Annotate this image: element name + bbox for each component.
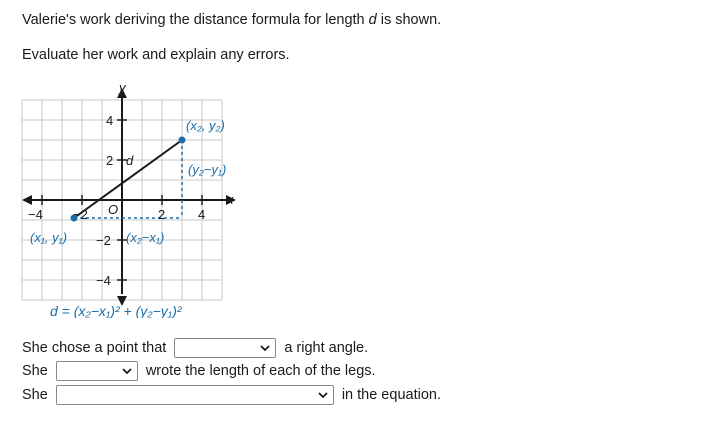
statement-2-before: She: [22, 363, 48, 379]
distance-graph: [18, 78, 278, 318]
statement-row-3: [22, 385, 441, 405]
question-line-2: Evaluate her work and explain any errors.: [22, 47, 290, 63]
point-2: [179, 137, 186, 144]
y-tick-label-neg2: −2: [96, 233, 111, 248]
question-text-part-b: is shown.: [376, 12, 442, 28]
statement-1-dropdown[interactable]: [174, 338, 276, 358]
statement-row-1: [22, 338, 368, 358]
question-text-part-a: Valerie's work deriving the distance formula for length: [22, 12, 369, 28]
statement-2-dropdown[interactable]: [56, 361, 138, 381]
x-tick-label-4: 4: [198, 207, 206, 222]
statement-2-after: wrote the length of each of the legs.: [145, 363, 376, 379]
statement-3-after: in the equation.: [341, 387, 441, 403]
point-2-label: (x₂, y₂): [186, 118, 225, 133]
horizontal-leg-label: (x₂−x₁): [126, 230, 165, 245]
chevron-down-icon: [317, 389, 329, 401]
origin-label: O: [108, 202, 119, 217]
question-variable-d: d: [368, 12, 377, 28]
segment-d: [74, 140, 182, 218]
chevron-down-icon: [259, 342, 271, 354]
x-tick-label-neg2: −2: [73, 207, 88, 222]
point-1-label: (x₁, y₁): [30, 230, 68, 245]
y-tick-label-neg4: −4: [96, 273, 111, 288]
x-axis-label: x: [227, 192, 234, 207]
segment-label-d: d: [126, 153, 134, 168]
chevron-down-icon: [121, 365, 133, 377]
y-axis-label: y: [119, 80, 126, 95]
statement-row-2: [22, 361, 376, 381]
statement-1-after: a right angle.: [284, 340, 369, 356]
x-tick-label-neg4: −4: [28, 207, 43, 222]
question-line-1: [22, 12, 441, 28]
vertical-leg-label: (y₂−y₁): [188, 162, 227, 177]
x-tick-label-2: 2: [158, 207, 166, 222]
y-tick-label-4: 4: [106, 113, 114, 128]
equation: d = (x₂−x₁)² + (y₂−y₁)²: [50, 303, 182, 318]
statement-1-before: She chose a point that: [22, 340, 167, 356]
statement-3-dropdown[interactable]: [56, 385, 334, 405]
statement-3-before: She: [22, 387, 48, 403]
y-tick-label-2: 2: [106, 153, 114, 168]
